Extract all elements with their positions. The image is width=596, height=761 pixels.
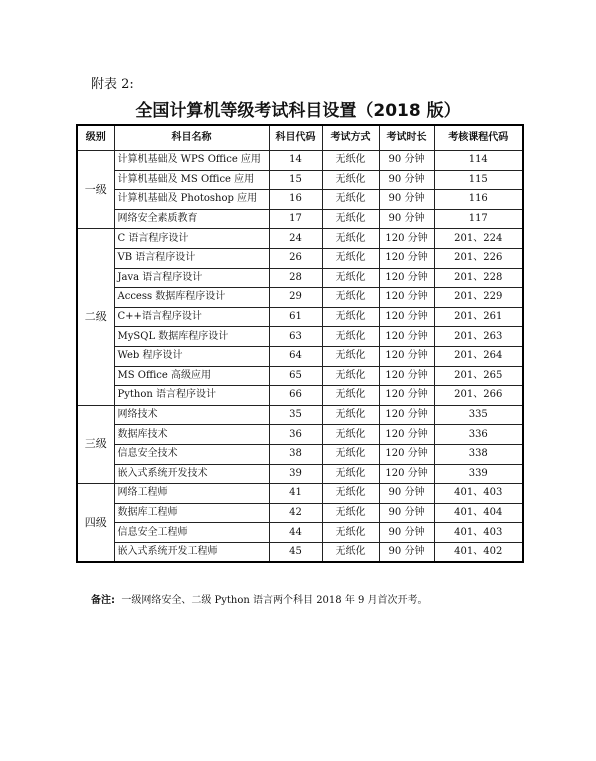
exam-duration-cell: 120 分钟 [379, 464, 434, 484]
exam-method-cell: 无纸化 [322, 346, 379, 366]
table-header-row [77, 125, 523, 151]
table-row [77, 170, 523, 190]
header-subject-code: 科目代码 [269, 125, 322, 151]
header-level: 级别 [77, 125, 114, 151]
exam-method-cell: 无纸化 [322, 229, 379, 249]
subject-code-cell: 41 [269, 484, 322, 504]
exam-method-cell: 无纸化 [322, 523, 379, 543]
course-code-cell: 201、228 [434, 268, 523, 288]
subject-code-cell: 66 [269, 386, 322, 406]
subject-code-cell: 39 [269, 464, 322, 484]
table-row [77, 209, 523, 229]
subject-name-cell: 计算机基础及 MS Office 应用 [114, 170, 269, 190]
subject-code-cell: 24 [269, 229, 322, 249]
subject-code-cell: 29 [269, 288, 322, 308]
exam-method-cell: 无纸化 [322, 425, 379, 445]
exam-method-cell: 无纸化 [322, 190, 379, 210]
table-row [77, 405, 523, 425]
subject-code-cell: 14 [269, 151, 322, 171]
exam-duration-cell: 90 分钟 [379, 503, 434, 523]
subject-name-cell: MS Office 高级应用 [114, 366, 269, 386]
subject-name-cell: 数据库工程师 [114, 503, 269, 523]
level-cell: 三级 [77, 405, 114, 483]
subject-name-cell: 信息安全工程师 [114, 523, 269, 543]
header-exam-duration: 考试时长 [379, 125, 434, 151]
exam-duration-cell: 90 分钟 [379, 151, 434, 171]
subject-code-cell: 26 [269, 248, 322, 268]
subject-name-cell: VB 语言程序设计 [114, 248, 269, 268]
exam-duration-cell: 120 分钟 [379, 366, 434, 386]
table-row [77, 484, 523, 504]
page-title: 全国计算机等级考试科目设置（2018 版） [135, 101, 461, 121]
subject-code-cell: 64 [269, 346, 322, 366]
subject-name-cell: 计算机基础及 Photoshop 应用 [114, 190, 269, 210]
exam-duration-cell: 120 分钟 [379, 268, 434, 288]
exam-method-cell: 无纸化 [322, 209, 379, 229]
course-code-cell: 339 [434, 464, 523, 484]
exam-method-cell: 无纸化 [322, 307, 379, 327]
table-row [77, 307, 523, 327]
course-code-cell: 201、224 [434, 229, 523, 249]
subject-name-cell: C++语言程序设计 [114, 307, 269, 327]
exam-duration-cell: 120 分钟 [379, 405, 434, 425]
subject-name-cell: C 语言程序设计 [114, 229, 269, 249]
subject-name-cell: 网络安全素质教育 [114, 209, 269, 229]
exam-duration-cell: 90 分钟 [379, 523, 434, 543]
level-cell: 二级 [77, 229, 114, 405]
table-row [77, 229, 523, 249]
exam-method-cell: 无纸化 [322, 151, 379, 171]
table-row [77, 523, 523, 543]
exam-method-cell: 无纸化 [322, 503, 379, 523]
subject-name-cell: Web 程序设计 [114, 346, 269, 366]
exam-method-cell: 无纸化 [322, 484, 379, 504]
table-row [77, 366, 523, 386]
table-row [77, 444, 523, 464]
course-code-cell: 201、266 [434, 386, 523, 406]
exam-method-cell: 无纸化 [322, 248, 379, 268]
subject-name-cell: 嵌入式系统开发技术 [114, 464, 269, 484]
exam-duration-cell: 120 分钟 [379, 444, 434, 464]
level-cell: 四级 [77, 484, 114, 563]
exam-duration-cell: 120 分钟 [379, 248, 434, 268]
table-row [77, 190, 523, 210]
subject-code-cell: 36 [269, 425, 322, 445]
exam-duration-cell: 90 分钟 [379, 190, 434, 210]
exam-method-cell: 无纸化 [322, 268, 379, 288]
table-body [77, 151, 523, 563]
course-code-cell: 338 [434, 444, 523, 464]
course-code-cell: 335 [434, 405, 523, 425]
table-row [77, 151, 523, 171]
subject-name-cell: 网络技术 [114, 405, 269, 425]
subject-code-cell: 16 [269, 190, 322, 210]
subject-code-cell: 35 [269, 405, 322, 425]
exam-method-cell: 无纸化 [322, 327, 379, 347]
exam-method-cell: 无纸化 [322, 444, 379, 464]
course-code-cell: 201、226 [434, 248, 523, 268]
course-code-cell: 401、404 [434, 503, 523, 523]
course-code-cell: 201、265 [434, 366, 523, 386]
exam-duration-cell: 120 分钟 [379, 288, 434, 308]
footnote [91, 591, 428, 606]
subject-code-cell: 38 [269, 444, 322, 464]
exam-duration-cell: 120 分钟 [379, 346, 434, 366]
subject-code-cell: 65 [269, 366, 322, 386]
course-code-cell: 116 [434, 190, 523, 210]
course-code-cell: 401、403 [434, 484, 523, 504]
subject-name-cell: 信息安全技术 [114, 444, 269, 464]
subject-code-cell: 28 [269, 268, 322, 288]
course-code-cell: 201、264 [434, 346, 523, 366]
course-code-cell: 201、229 [434, 288, 523, 308]
table-row [77, 542, 523, 562]
exam-method-cell: 无纸化 [322, 366, 379, 386]
table-row [77, 464, 523, 484]
subject-name-cell: 计算机基础及 WPS Office 应用 [114, 151, 269, 171]
table-row [77, 288, 523, 308]
table-row [77, 386, 523, 406]
subject-name-cell: 数据库技术 [114, 425, 269, 445]
exam-duration-cell: 120 分钟 [379, 327, 434, 347]
subject-code-cell: 44 [269, 523, 322, 543]
course-code-cell: 201、263 [434, 327, 523, 347]
exam-duration-cell: 90 分钟 [379, 484, 434, 504]
header-subject-name: 科目名称 [114, 125, 269, 151]
exam-method-cell: 无纸化 [322, 288, 379, 308]
course-code-cell: 201、261 [434, 307, 523, 327]
subject-code-cell: 17 [269, 209, 322, 229]
subject-name-cell: 嵌入式系统开发工程师 [114, 542, 269, 562]
exam-method-cell: 无纸化 [322, 464, 379, 484]
header-course-code: 考核课程代码 [434, 125, 523, 151]
exam-method-cell: 无纸化 [322, 386, 379, 406]
exam-duration-cell: 120 分钟 [379, 425, 434, 445]
table-row [77, 503, 523, 523]
subject-code-cell: 61 [269, 307, 322, 327]
footnote-text: 一级网络安全、二级 Python 语言两个科目 2018 年 9 月首次开考。 [121, 595, 428, 606]
subject-name-cell: 网络工程师 [114, 484, 269, 504]
exam-duration-cell: 90 分钟 [379, 209, 434, 229]
table-row [77, 268, 523, 288]
table-row [77, 346, 523, 366]
course-code-cell: 117 [434, 209, 523, 229]
course-code-cell: 336 [434, 425, 523, 445]
course-code-cell: 114 [434, 151, 523, 171]
exam-duration-cell: 90 分钟 [379, 170, 434, 190]
level-cell: 一级 [77, 151, 114, 229]
subject-code-cell: 63 [269, 327, 322, 347]
subject-name-cell: Java 语言程序设计 [114, 268, 269, 288]
footnote-label: 备注: [91, 595, 115, 606]
subject-name-cell: MySQL 数据库程序设计 [114, 327, 269, 347]
exam-method-cell: 无纸化 [322, 405, 379, 425]
subject-name-cell: Python 语言程序设计 [114, 386, 269, 406]
exam-duration-cell: 120 分钟 [379, 229, 434, 249]
table-row [77, 248, 523, 268]
exam-duration-cell: 90 分钟 [379, 542, 434, 562]
table-row [77, 425, 523, 445]
appendix-label: 附表 2: [91, 77, 134, 92]
course-code-cell: 401、402 [434, 542, 523, 562]
exam-duration-cell: 120 分钟 [379, 386, 434, 406]
table-row [77, 327, 523, 347]
subject-code-cell: 15 [269, 170, 322, 190]
exam-subjects-table [76, 124, 524, 563]
exam-duration-cell: 120 分钟 [379, 307, 434, 327]
subject-code-cell: 42 [269, 503, 322, 523]
course-code-cell: 401、403 [434, 523, 523, 543]
course-code-cell: 115 [434, 170, 523, 190]
subject-name-cell: Access 数据库程序设计 [114, 288, 269, 308]
header-exam-method: 考试方式 [322, 125, 379, 151]
exam-method-cell: 无纸化 [322, 170, 379, 190]
exam-method-cell: 无纸化 [322, 542, 379, 562]
subject-code-cell: 45 [269, 542, 322, 562]
